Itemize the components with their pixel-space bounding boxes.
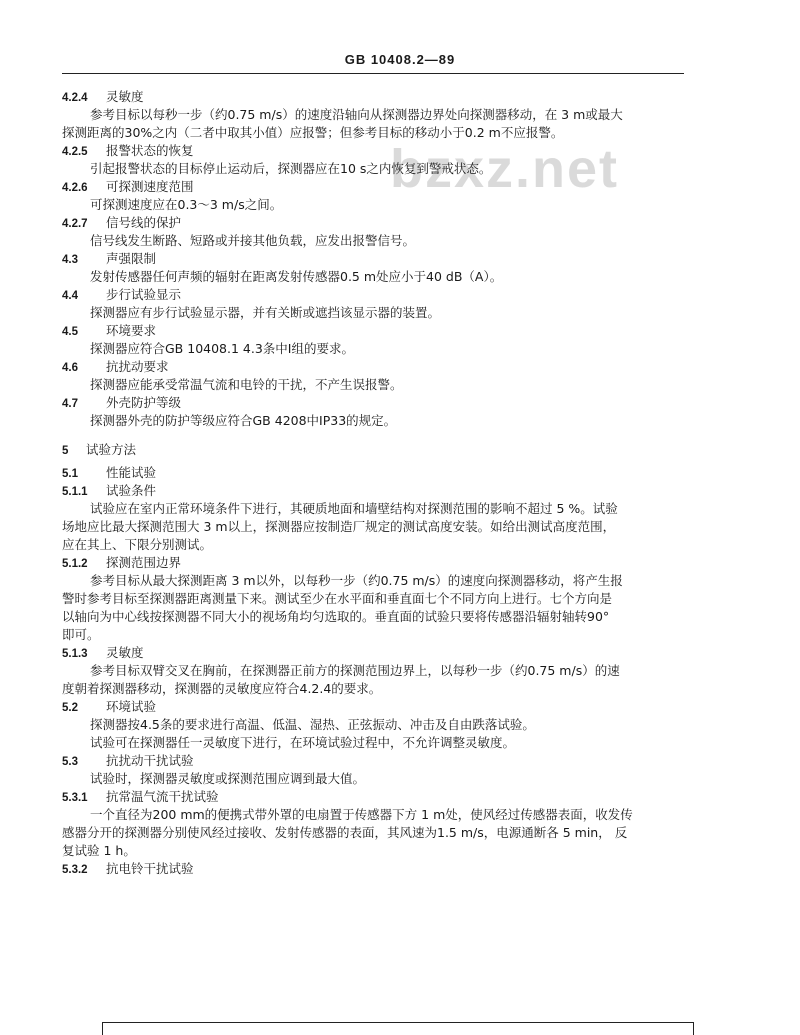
section-title: 试验方法 <box>86 442 137 457</box>
clause-text-line <box>62 124 692 142</box>
clause-text-line <box>62 500 692 518</box>
clause-text-line <box>62 304 692 322</box>
clause-heading <box>62 788 692 806</box>
clause-text: 场地应比最大探测范围大 3 m以上，探测器应按制造厂规定的测试高度安装。如给出测试高度范围， <box>62 519 616 534</box>
standard-code-header: GB 10408.2—89 <box>344 52 456 67</box>
clause-heading <box>62 860 692 878</box>
clause-text: 感器分开的探测器分别使风经过接收、发射传感器的表面，其风速为1.5 m/s，电源通断各 5 min， 反 <box>62 825 628 840</box>
clause-number: 4.2.7 <box>62 218 88 230</box>
clause-text-line <box>62 590 692 608</box>
clause-text-line <box>62 662 692 680</box>
clause-text: 参考目标双臂交叉在胸前，在探测器正前方的探测范围边界上，以每秒一步（约0.75 m/s）的速 <box>90 663 620 678</box>
clause-number: 5.1.2 <box>62 558 88 570</box>
clause-text: 探测器应符合GB 10408.1 4.3条中Ⅰ组的要求。 <box>90 341 354 356</box>
clause-number: 5.3.2 <box>62 864 88 876</box>
clause-title: 可探测速度范围 <box>106 179 194 194</box>
clause-text: 以轴向为中心线按探测器不同大小的视场角均匀选取的。垂直面的试验只要将传感器沿辐射轴转90° <box>62 609 610 624</box>
clause-number: 5.2 <box>62 702 78 714</box>
clause-text: 探测距离的30%之内（二者中取其小值）应报警；但参考目标的移动小于0.2 m不应报警。 <box>62 125 564 140</box>
clause-number: 4.2.6 <box>62 182 88 194</box>
clause-number: 5.3 <box>62 756 78 768</box>
clause-text-line <box>62 376 692 394</box>
clause-text: 信号线发生断路、短路或并接其他负载，应发出报警信号。 <box>90 233 416 248</box>
clause-text: 复试验 1 h。 <box>62 843 136 858</box>
clause-text-line <box>62 232 692 250</box>
clause-number: 4.2.4 <box>62 92 88 104</box>
clause-title: 抗电铃干扰试验 <box>106 861 194 876</box>
clause-text-line <box>62 518 692 536</box>
clause-title: 灵敏度 <box>106 89 144 104</box>
clause-text: 探测器应能承受常温气流和电铃的干扰，不产生误报警。 <box>90 377 403 392</box>
watermark: bzxz.net <box>390 139 620 199</box>
header-rule <box>62 73 684 74</box>
clause-heading <box>62 464 692 482</box>
clause-text-line <box>62 770 692 788</box>
clause-text: 发射传感器任何声频的辐射在距离发射传感器0.5 m处应小于40 dB（A）。 <box>90 269 503 284</box>
clause-heading <box>62 394 692 412</box>
clause-heading <box>62 214 692 232</box>
clause-title: 步行试验显示 <box>106 287 182 302</box>
clause-number: 4.3 <box>62 254 78 266</box>
clause-title: 信号线的保护 <box>106 215 182 230</box>
clause-text-line <box>62 268 692 286</box>
clause-text-line <box>62 842 692 860</box>
clause-text-line <box>62 806 692 824</box>
clause-heading <box>62 88 692 106</box>
bottom-frame <box>102 1022 694 1035</box>
clause-text: 参考目标从最大探测距离 3 m以外，以每秒一步（约0.75 m/s）的速度向探测器移动，将产生报 <box>90 573 623 588</box>
clause-title: 报警状态的恢复 <box>106 143 194 158</box>
document-body <box>62 88 692 878</box>
clause-number: 4.4 <box>62 290 78 302</box>
clause-text-line <box>62 572 692 590</box>
clause-text: 一个直径为200 mm的便携式带外罩的电扇置于传感器下方 1 m处，使风经过传感器表面，收发传 <box>90 807 633 822</box>
clause-text-line <box>62 160 692 178</box>
clause-text: 应在其上、下限分别测试。 <box>62 537 213 552</box>
clause-title: 外壳防护等级 <box>106 395 182 410</box>
clause-heading <box>62 178 692 196</box>
clause-title: 探测范围边界 <box>106 555 182 570</box>
clause-title: 性能试验 <box>106 465 157 480</box>
clause-title: 试验条件 <box>106 483 157 498</box>
clause-text-line <box>62 680 692 698</box>
clause-number: 5.1.1 <box>62 486 88 498</box>
clause-text-line <box>62 340 692 358</box>
clause-text-line <box>62 824 692 842</box>
clause-text: 参考目标以每秒一步（约0.75 m/s）的速度沿轴向从探测器边界处向探测器移动，在 3 m或最大 <box>90 107 623 122</box>
clauses-section-4 <box>62 88 692 430</box>
clause-number: 4.6 <box>62 362 78 374</box>
clause-text: 警时参考目标至探测器距离测量下来。测试至少在水平面和垂直面七个不同方向上进行。七个方向是 <box>62 591 613 606</box>
clause-heading <box>62 250 692 268</box>
clause-number: 4.5 <box>62 326 78 338</box>
clause-text-line <box>62 412 692 430</box>
clauses-section-5 <box>62 464 692 878</box>
clause-text-line <box>62 536 692 554</box>
clause-text-line <box>62 196 692 214</box>
clause-heading <box>62 322 692 340</box>
clause-number: 5.1.3 <box>62 648 88 660</box>
clause-text-line <box>62 626 692 644</box>
clause-heading <box>62 698 692 716</box>
clause-text: 试验可在探测器任一灵敏度下进行，在环境试验过程中，不允许调整灵敏度。 <box>90 735 516 750</box>
clause-text: 探测器应有步行试验显示器，并有关断或遮挡该显示器的装置。 <box>90 305 441 320</box>
clause-text: 可探测速度应在0.3～3 m/s之间。 <box>90 197 283 212</box>
clause-text: 试验应在室内正常环境条件下进行，其硬质地面和墙壁结构对探测范围的影响不超过 5 %。试验 <box>90 501 618 516</box>
clause-title: 环境要求 <box>106 323 157 338</box>
clause-heading <box>62 644 692 662</box>
clause-text-line <box>62 608 692 626</box>
clause-title: 声强限制 <box>106 251 157 266</box>
clause-text: 引起报警状态的目标停止运动后，探测器应在10 s之内恢复到警戒状态。 <box>90 161 492 176</box>
clause-title: 灵敏度 <box>106 645 144 660</box>
clause-text-line <box>62 716 692 734</box>
clause-heading <box>62 286 692 304</box>
clause-heading <box>62 358 692 376</box>
section-number: 5 <box>62 445 69 457</box>
clause-title: 抗常温气流干扰试验 <box>106 789 219 804</box>
clause-heading <box>62 142 692 160</box>
clause-text: 探测器外壳的防护等级应符合GB 4208中IP33的规定。 <box>90 413 397 428</box>
clause-text: 试验时，探测器灵敏度或探测范围应调到最大值。 <box>90 771 366 786</box>
clause-text-line <box>62 734 692 752</box>
clause-text: 度朝着探测器移动，探测器的灵敏度应符合4.2.4的要求。 <box>62 681 382 696</box>
clause-heading <box>62 752 692 770</box>
clause-title: 抗扰动干扰试验 <box>106 753 194 768</box>
section-heading <box>62 441 692 459</box>
clause-number: 4.2.5 <box>62 146 88 158</box>
clause-text-line <box>62 106 692 124</box>
clause-number: 5.1 <box>62 468 78 480</box>
clause-title: 抗扰动要求 <box>106 359 169 374</box>
clause-number: 5.3.1 <box>62 792 88 804</box>
clause-text: 即可。 <box>62 627 100 642</box>
clause-heading <box>62 554 692 572</box>
clause-number: 4.7 <box>62 398 78 410</box>
clause-text: 探测器按4.5条的要求进行高温、低温、湿热、正弦振动、冲击及自由跌落试验。 <box>90 717 535 732</box>
clause-title: 环境试验 <box>106 699 157 714</box>
clause-heading <box>62 482 692 500</box>
